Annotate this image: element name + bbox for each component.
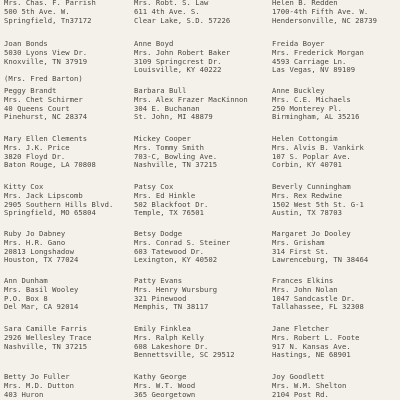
address-line: Louisville, KY 40222: [134, 65, 222, 75]
address-line: Anne Boyd: [134, 40, 174, 48]
address-line: 502 Blackfoot Dr.: [134, 199, 209, 209]
address-line: Las Vegas, NV 89109: [272, 65, 356, 75]
address-line: Corbin, KY 40701: [272, 160, 343, 170]
address-line: Temple, TX 76501: [134, 208, 205, 218]
address-entry: [272, 325, 400, 360]
address-line: Mrs. Ed Hinkle: [134, 190, 196, 200]
address-entry: [4, 40, 136, 84]
address-entry: [272, 373, 400, 399]
address-line: Patty Evans: [134, 277, 183, 285]
address-line: 608 Lakeshore Dr.: [134, 341, 209, 351]
address-line: Mrs. Henry Wursburg: [134, 284, 218, 294]
address-line: Pinehurst, NC 28374: [4, 112, 88, 122]
address-line: Helen Cottongim: [272, 135, 338, 143]
address-entry: [134, 277, 266, 312]
address-line: Sara Camille Farris: [4, 325, 88, 333]
address-line: 4593 Carriage Ln.: [272, 56, 347, 66]
address-line: 2104 Post Rd.: [272, 389, 329, 399]
address-line: Beverly Cunningham: [272, 183, 351, 191]
address-line: Lawrenceburg, TN 38464: [272, 255, 369, 265]
address-line: P.O. Box 8: [4, 293, 48, 303]
address-line: Mrs. H.R. Gano: [4, 237, 66, 247]
address-line: Ruby Jo Dabney: [4, 230, 66, 238]
address-line: 2905 Southern Hills Blvd.: [4, 199, 114, 209]
address-line: 917 N. Kansas Ave.: [272, 341, 351, 351]
address-entry: [4, 325, 136, 351]
address-line: Barbara Bull: [134, 87, 187, 95]
address-line: Mrs. J.K. Price: [4, 142, 70, 152]
address-line: 603 Tatewood Dr.: [134, 246, 205, 256]
address-entry: [134, 87, 266, 122]
address-line: Freida Boyer: [272, 40, 325, 48]
address-entry: [272, 0, 400, 25]
address-entry: [272, 40, 400, 75]
address-line: Knoxville, TN 37919: [4, 56, 88, 66]
address-line: Mrs. Rex Redwine: [272, 190, 343, 200]
address-line: Mickey Cooper: [134, 135, 191, 143]
address-entry: [272, 135, 400, 170]
address-line: Mrs. W.T. Wood: [134, 380, 196, 390]
address-line: Hendersonville, NC 28739: [272, 15, 378, 25]
address-line: Kathy George: [134, 373, 187, 381]
address-line: Patsy Cox: [134, 183, 174, 191]
address-line: Joan Bonds: [4, 40, 48, 48]
address-line: Mrs. C.E. Michaels: [272, 94, 351, 104]
address-line: Springfield, Tn37172: [4, 15, 92, 25]
address-line: Betsy Dodge: [134, 230, 183, 238]
address-line: 5030 Lyons View Dr.: [4, 47, 88, 57]
address-line: 3820 Floyd Dr.: [4, 151, 66, 161]
address-line: Mrs. Robert L. Foote: [272, 332, 360, 342]
address-entry: [134, 183, 266, 218]
address-entry: [134, 325, 266, 360]
address-line: Joy Goodlett: [272, 373, 325, 381]
address-line: Springfield, MO 65804: [4, 208, 96, 218]
address-line: 3109 Springcrest Dr.: [134, 56, 222, 66]
address-line: Mrs. Conrad S. Steiner: [134, 237, 231, 247]
address-line: Mrs. M.D. Dutton: [4, 380, 75, 390]
address-line: Nashville, TN 37215: [134, 160, 218, 170]
address-line: 304 E. Buchanan: [134, 103, 200, 113]
address-line: Mrs. Grisham: [272, 237, 325, 247]
address-line: 314 First St.: [272, 246, 329, 256]
address-line: 250 Monterey Pl.: [272, 103, 343, 113]
address-line: 703-C, Bowling Ave.: [134, 151, 218, 161]
address-line: Clear Lake, S.D. 57226: [134, 15, 231, 25]
address-line: Mrs. Alex Frazer MacKinnon: [134, 94, 248, 104]
address-line: Mrs. John Nolan: [272, 284, 338, 294]
address-line: 403 Huron: [4, 389, 44, 399]
address-entry: [272, 183, 400, 218]
address-line: Austin, TX 78703: [272, 208, 343, 218]
address-line: Mrs. Frederick Morgan: [272, 47, 364, 57]
address-line: 1502 West 5th St. G-1: [272, 199, 364, 209]
address-line: Mrs. Chas. F. Parrish: [4, 0, 96, 7]
address-line: Mrs. Tommy Smith: [134, 142, 205, 152]
address-line: Mrs. Alvis B. Vankirk: [272, 142, 364, 152]
address-line: Betty Jo Fuller: [4, 373, 70, 381]
address-line: Hastings, NE 68901: [272, 350, 351, 360]
address-line: Mrs. Basil Wooley: [4, 284, 79, 294]
address-line: Mrs. Ralph Kelly: [134, 332, 205, 342]
address-line: Mrs. W.M. Shelton: [272, 380, 347, 390]
address-line: Tallahassee, FL 32308: [272, 302, 364, 312]
address-line: 611 4th Ave. S.: [134, 6, 200, 16]
address-line: Helen B. Redden: [272, 0, 338, 7]
address-line: Peggy Brandt: [4, 87, 57, 95]
address-entry: [4, 183, 136, 218]
address-line: St. John, MI 48879: [134, 112, 213, 122]
address-line: Mrs. Jack Lipscomb: [4, 190, 83, 200]
address-line: 2926 Wellesley Trace: [4, 332, 92, 342]
address-line: Birmingham, AL 35216: [272, 112, 360, 122]
address-line: 500 5th Ave. W.: [4, 6, 70, 16]
address-line: Mrs. Chet Schirmer: [4, 94, 83, 104]
address-line: Houston, TX 77024: [4, 255, 79, 265]
address-line: 1700-4th Fifth Ave. W.: [272, 6, 369, 16]
address-entry: [4, 0, 136, 25]
address-line: Frances Elkins: [272, 277, 334, 285]
address-entry: [4, 135, 136, 170]
address-line: Margaret Jo Dooley: [272, 230, 351, 238]
address-line: Anne Buckley: [272, 87, 325, 95]
address-line: 20813 Longshadow: [4, 246, 75, 256]
address-line: 107 S. Poplar Ave.: [272, 151, 351, 161]
address-entry: [134, 0, 266, 25]
address-line: 321 Pinewood: [134, 293, 187, 303]
address-line: Memphis, TN 38117: [134, 302, 209, 312]
address-line: 40 Queens Court: [4, 103, 70, 113]
address-line: Baton Rouge, LA 70808: [4, 160, 96, 170]
address-line: Nashville, TN 37215: [4, 341, 88, 351]
address-line: (Mrs. Fred Barton): [4, 74, 83, 84]
address-entry: [4, 87, 136, 122]
address-line: Ann Dunham: [4, 277, 48, 285]
address-entry: [134, 135, 266, 170]
address-entry: [134, 40, 266, 75]
address-line: Emily Finklea: [134, 325, 191, 333]
address-entry: [4, 230, 136, 265]
address-entry: [134, 373, 266, 399]
address-line: 1047 Sandcastle Dr.: [272, 293, 356, 303]
address-line: Jane Fletcher: [272, 325, 329, 333]
address-entry: [272, 230, 400, 265]
address-line: 365 Georgetown: [134, 389, 196, 399]
address-line: Bennettsville, SC 29512: [134, 350, 235, 360]
address-line: Lexington, KY 40502: [134, 255, 218, 265]
address-line: Mrs. Robt. S. Law: [134, 0, 209, 7]
address-entry: [4, 277, 136, 312]
address-line: Mary Ellen Clements: [4, 135, 88, 143]
address-entry: [272, 277, 400, 312]
address-line: Del Mar, CA 92014: [4, 302, 79, 312]
address-entry: [134, 230, 266, 265]
address-line: Kitty Cox: [4, 183, 44, 191]
address-entry: [272, 87, 400, 122]
address-line: Mrs. John Robert Baker: [134, 47, 231, 57]
address-entry: [4, 373, 136, 399]
